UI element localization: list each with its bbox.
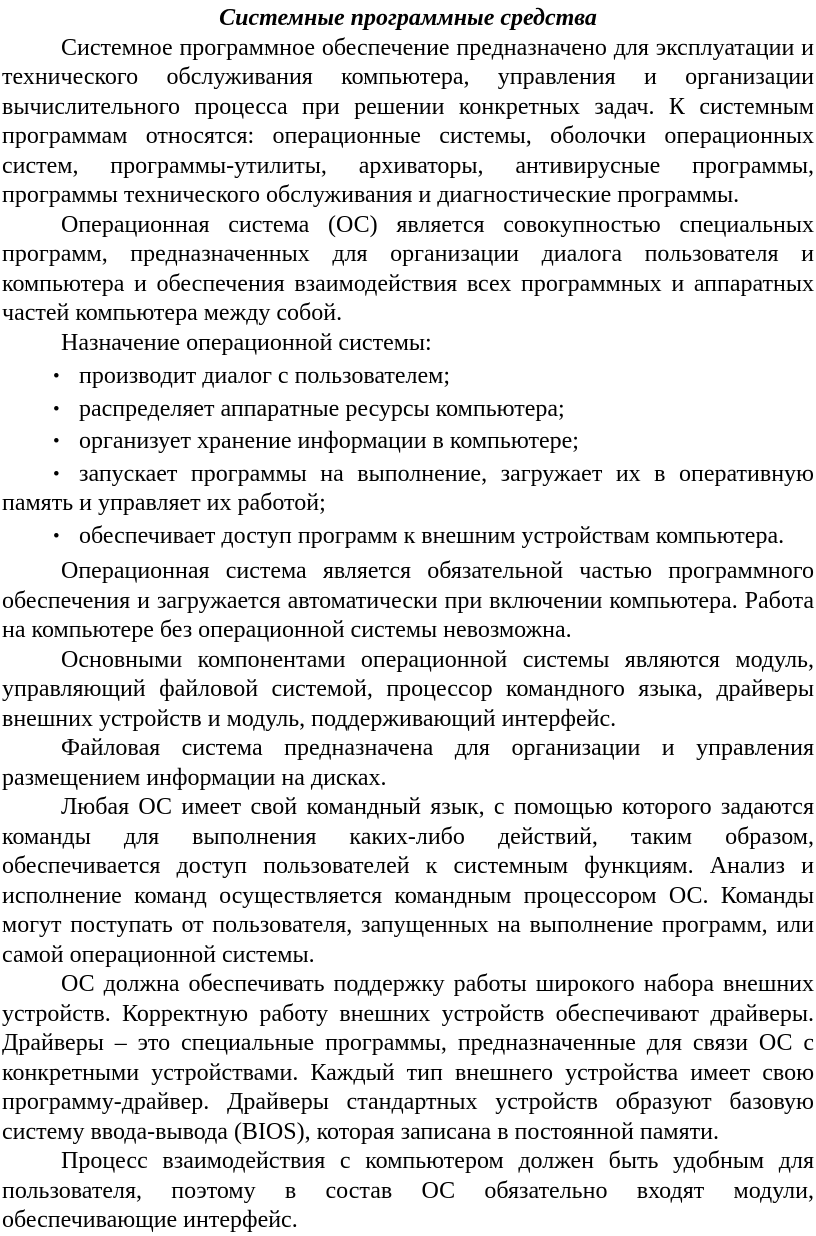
bullet-icon: • [53, 463, 60, 485]
bullet-icon: • [53, 431, 60, 452]
paragraph-os-definition: Операционная система (ОС) является совокупностью специальных программ, предназначенных для организации диалога пользователя и компьютера и обеспечения взаимодействия всех программных и аппаратных частей компьютера между собой. [2, 211, 814, 326]
bullet-icon: • [53, 398, 60, 420]
list-item [2, 460, 814, 519]
bullet-icon: • [53, 525, 60, 547]
list-item [2, 427, 814, 457]
list-item-text: обеспечивает доступ программ к внешним устройствам компьютера. [79, 522, 785, 549]
paragraph-os-mandatory: Операционная система является обязательной частью программного обеспечения и загружается автоматически при включении компьютера. Работа на компьютере без операционной системы невозможна. [2, 558, 814, 643]
list-item [2, 362, 814, 392]
paragraph-system-software: Системное программное обеспечение предназначено для эксплуатации и технического обслуживания компьютера, управления и организации вычислительного процесса при решении конкретных задач. К системным программам относятся: операционные системы, оболочки операционных систем, программы-утилиты, архиваторы, антивирусные программы, программы технического обслуживания и диагностические программы. [2, 34, 814, 208]
list-item-text: распределяет аппаратные ресурсы компьютера; [79, 395, 565, 422]
paragraph-command-language: Любая ОС имеет свой командный язык, с помощью которого задаются команды для выполнения каких-либо действий, таким образом, обеспечивается доступ пользователей к системным функциям. Анализ и исполнение команд осуществляется командным процессором ОС. Команды могут поступать от пользователя, запущенных на выполнение программ, или самой операционной системы. [2, 794, 814, 968]
list-item-text: организует хранение информации в компьютере; [79, 428, 579, 454]
paragraph-drivers: ОС должна обеспечивать поддержку работы широкого набора внешних устройств. Корректную работу внешних устройств обеспечивают драйверы. Драйверы – это специальные программы, предназначенные для связи ОС с конкретными устройствами. Каждый тип внешнего устройства имеет свою программу-драйвер. Драйверы стандартных устройств образуют базовую систему ввода-вывода (BIOS), которая записана в постоянной памяти. [2, 971, 814, 1145]
paragraph-file-system: Файловая система предназначена для организации и управления размещением информации на дисках. [2, 735, 814, 791]
bullet-icon: • [53, 366, 60, 387]
paragraph-interface: Процесс взаимодействия с компьютером должен быть удобным для пользователя, поэтому в состав ОС обязательно входят модули, обеспечивающие интерфейс. [2, 1148, 814, 1233]
list-item [2, 395, 814, 425]
list-item-text: запускает программы на выполнение, загружает их в оперативную память и управляет их работой; [2, 460, 814, 516]
list-item [2, 522, 814, 552]
paragraph-os-components: Основными компонентами операционной системы являются модуль, управляющий файловой системой, процессор командного языка, драйверы внешних устройств и модуль, поддерживающий интерфейс. [2, 646, 814, 732]
list-item-text: производит диалог с пользователем; [79, 363, 451, 389]
os-purpose-list [2, 362, 814, 551]
document-title: Системные программные средства [219, 5, 597, 31]
paragraph-os-purpose-lead: Назначение операционной системы: [61, 329, 432, 356]
